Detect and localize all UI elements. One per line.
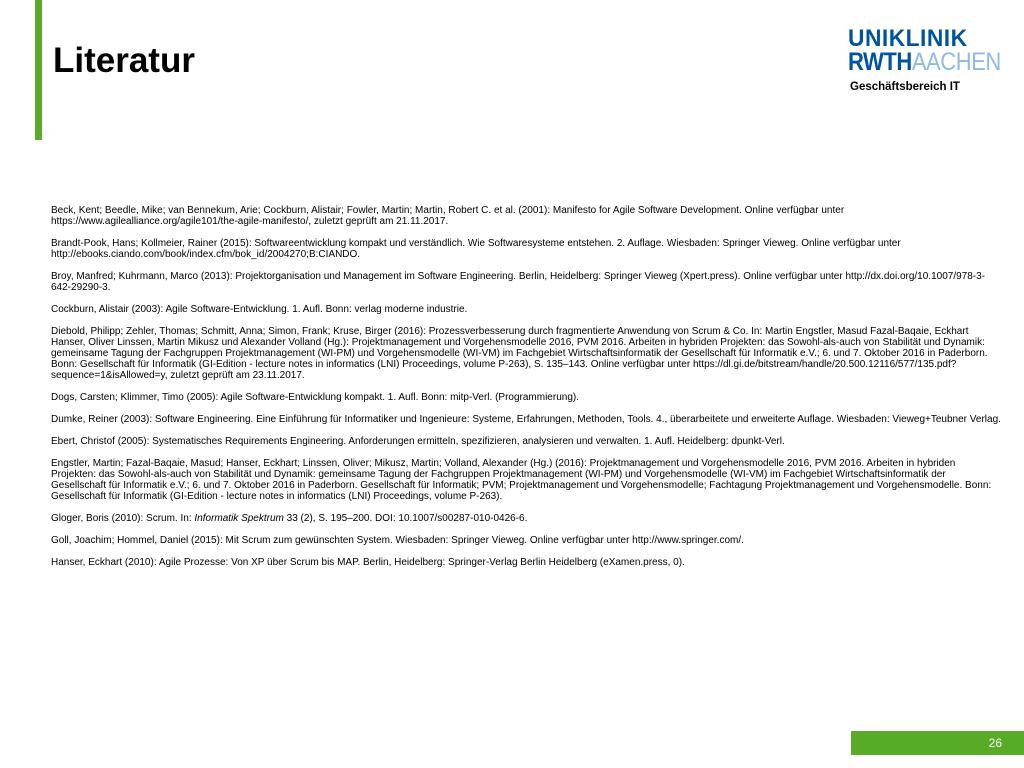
uniklinik-rwth-aachen-logo	[848, 27, 1008, 97]
logo-aachen: AACHEN	[911, 48, 1001, 76]
slide-title: Literatur	[53, 41, 195, 80]
logo-rwth-aachen-text	[848, 49, 1001, 75]
reference-item: Engstler, Martin; Fazal-Baqaie, Masud; Hanser, Eckhart; Linssen, Oliver; Mikusz, Martin; Volland, Alexander (Hg.) (2016): Projektmanagement und Vorgehensmodelle 2016, PVM 2016. Arbeiten in hybriden Projekten: das Sowohl-als-auch von Stabilität und Dynamik: gemeinsame Tagung der Fachgruppen Projektmanagement (WI-PM) und Vorgehensmodelle (WI-VM) im Fachgebiet Wirtschaftsinformatik der Gesellschaft für Informatik e.V.; 6. und 7. Oktober 2016 in Paderborn. Gesellschaft für Informatik; PVM; Projektmanagement und Vorgehensmodelle; Fachtagung Projektmanagement und Vorgehensmodelle. Bonn: Gesellschaft für Informatik (GI-Edition - lecture notes in informatics (LNI) Proceedings, volume P-263).	[51, 458, 992, 502]
logo-department-text: Geschäftsbereich IT	[850, 81, 960, 93]
reference-item	[51, 513, 1001, 524]
reference-item: Brandt-Pook, Hans; Kollmeier, Rainer (2015): Softwareentwicklung kompakt und verständlich. Wie Softwaresysteme entstehen. 2. Auflage. Wiesbaden: Springer Vieweg. Online verfügbar unter http://ebooks.ciando.com/book/index.cfm/bok_id/2004270;B:CIANDO.	[51, 238, 901, 260]
reference-text: 33 (2), S. 195–200. DOI: 10.1007/s00287-010-0426-6.	[283, 513, 528, 524]
reference-item: Beck, Kent; Beedle, Mike; van Bennekum, Arie; Cockburn, Alistair; Fowler, Martin; Martin, Robert C. et al. (2001): Manifesto for Agile Software Development. Online verfügbar unter https://www.agilealliance.org/agile101/the-agile-manifesto/, zuletzt geprüft am 21.11.2017.	[51, 205, 845, 227]
logo-uniklinik-text: UNIKLINIK	[848, 25, 968, 52]
reference-text: Gloger, Boris (2010): Scrum. In:	[51, 513, 195, 524]
reference-item: Broy, Manfred; Kuhrmann, Marco (2013): Projektorganisation und Management im Software Engineering. Berlin, Heidelberg: Springer Vieweg (Xpert.press). Online verfügbar unter http://dx.doi.org/10.1007/978-3-642-29290-3.	[51, 271, 986, 293]
logo-rwth: RWTH	[848, 48, 912, 76]
reference-item: Diebold, Philipp; Zehler, Thomas; Schmitt, Anna; Simon, Frank; Kruse, Birger (2016): Prozessverbesserung durch fragmentierte Anwendung von Scrum & Co. In: Martin Engstler, Masud Fazal-Baqaie, Eckhart Hanser, Oliver Linssen, Martin Mikusz und Alexander Volland (Hg.): Projektmanagement und Vorgehensmodelle 2016, PVM 2016. Arbeiten in hybriden Projekten: das Sowohl-als-auch von Stabilität und Dynamik: gemeinsame Tagung der Fachgruppen Projektmanagement (WI-PM) und Vorgehensmodelle (WI-VM) im Fachgebiet Wirtschaftsinformatik der Gesellschaft für Informatik e.V.; 6. und 7. Oktober 2016 in Paderborn. Bonn: Gesellschaft für Informatik (GI-Edition - lecture notes in informatics (LNI) Proceedings, volume P-263), S. 135–143. Online verfügbar unter https://dl.gi.de/bitstream/handle/20.500.12116/577/135.pdf?sequence=1&isAllowed=y, zuletzt geprüft am 23.11.2017.	[51, 326, 988, 381]
reference-item: Cockburn, Alistair (2003): Agile Software-Entwicklung. 1. Aufl. Bonn: verlag moderne industrie.	[51, 304, 468, 315]
reference-item: Ebert, Christof (2005): Systematisches Requirements Engineering. Anforderungen ermitteln, spezifizieren, analysieren und verwalten. 1. Aufl. Heidelberg: dpunkt-Verl.	[51, 436, 785, 447]
reference-item: Dumke, Reiner (2003): Software Engineering. Eine Einführung für Informatiker und Ingenieure: Systeme, Erfahrungen, Methoden, Tools. 4., überarbeitete und erweiterte Auflage. Wiesbaden: Vieweg+Teubner Verlag.	[51, 414, 1001, 425]
journal-title: Informatik Spektrum	[194, 513, 284, 524]
reference-item: Hanser, Eckhart (2010): Agile Prozesse: Von XP über Scrum bis MAP. Berlin, Heidelberg: Springer-Verlag Berlin Heidelberg (eXamen.press, 0).	[51, 557, 685, 568]
page-number: 26	[988, 736, 1002, 750]
reference-item: Goll, Joachim; Hommel, Daniel (2015): Mit Scrum zum gewünschten System. Wiesbaden: Springer Vieweg. Online verfügbar unter http://www.springer.com/.	[51, 535, 744, 546]
reference-list	[51, 205, 1001, 579]
reference-item: Dogs, Carsten; Klimmer, Timo (2005): Agile Software-Entwicklung kompakt. 1. Aufl. Bonn: mitp-Verl. (Programmierung).	[51, 392, 579, 403]
page-number-box	[851, 731, 1024, 755]
accent-bar	[35, 0, 42, 140]
